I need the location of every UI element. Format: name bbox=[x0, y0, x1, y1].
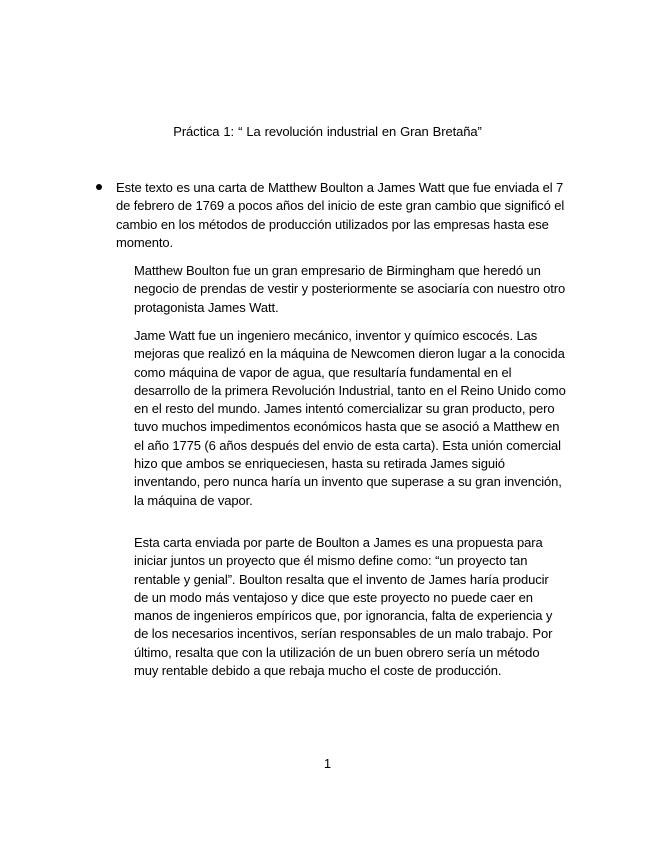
paragraph-boulton: Matthew Boulton fue un gran empresario de Birmingham que heredó un negocio de prendas de vestir y posteriormente se asociaría con nuestro otro protagonista James Watt. bbox=[134, 263, 566, 315]
paragraph-watt: Jame Watt fue un ingeniero mecánico, inventor y químico escocés. Las mejoras que realizó en la máquina de Newcomen dieron lugar a la conocida como máquina de vapor de agua, que resultaría fundamental en el desarrollo de la primera Revolución Industrial, tanto en el Reino Unido como en el resto del mundo. James intentó comercializar su gran producto, pero tuvo muchos impedimentos económicos hasta que se asoció a Matthew en el año 1775 (6 años después del envio de esta carta). Esta unión comercial hizo que ambos se enriqueciesen, hasta su retirada James siguió inventando, pero nunca haría un invento que superase a su gran invención, la máquina de vapor. bbox=[134, 328, 566, 508]
paragraph-letter: Esta carta enviada por parte de Boulton a James es una propuesta para iniciar juntos un proyecto que él mismo define como: “un proyecto tan rentable y genial”. Boulton resalta que el invento de James haría producir de un modo más ventajoso y dice que este proyecto no puede caer en manos de ingenieros empíricos que, por ignorancia, falta de experiencia y de los necesarios incentivos, serían responsables de un malo trabajo. Por último, resalta que con la utilización de un buen obrero sería un método muy rentable debido a que rebaja mucho el coste de producción. bbox=[134, 535, 553, 679]
bullet-paragraph: Este texto es una carta de Matthew Boulton a James Watt que fue enviada el 7 de febrero de 1769 a pocos años del inicio de este gran cambio que significó el cambio en los métodos de producción utilizados por las empresas hasta ese momento. bbox=[116, 180, 565, 250]
bullet-list-item bbox=[96, 179, 566, 252]
bullet-icon bbox=[96, 184, 102, 190]
document-title: Práctica 1: “ La revolución industrial en Gran Bretaña” bbox=[173, 124, 482, 139]
page-number: 1 bbox=[323, 756, 332, 771]
